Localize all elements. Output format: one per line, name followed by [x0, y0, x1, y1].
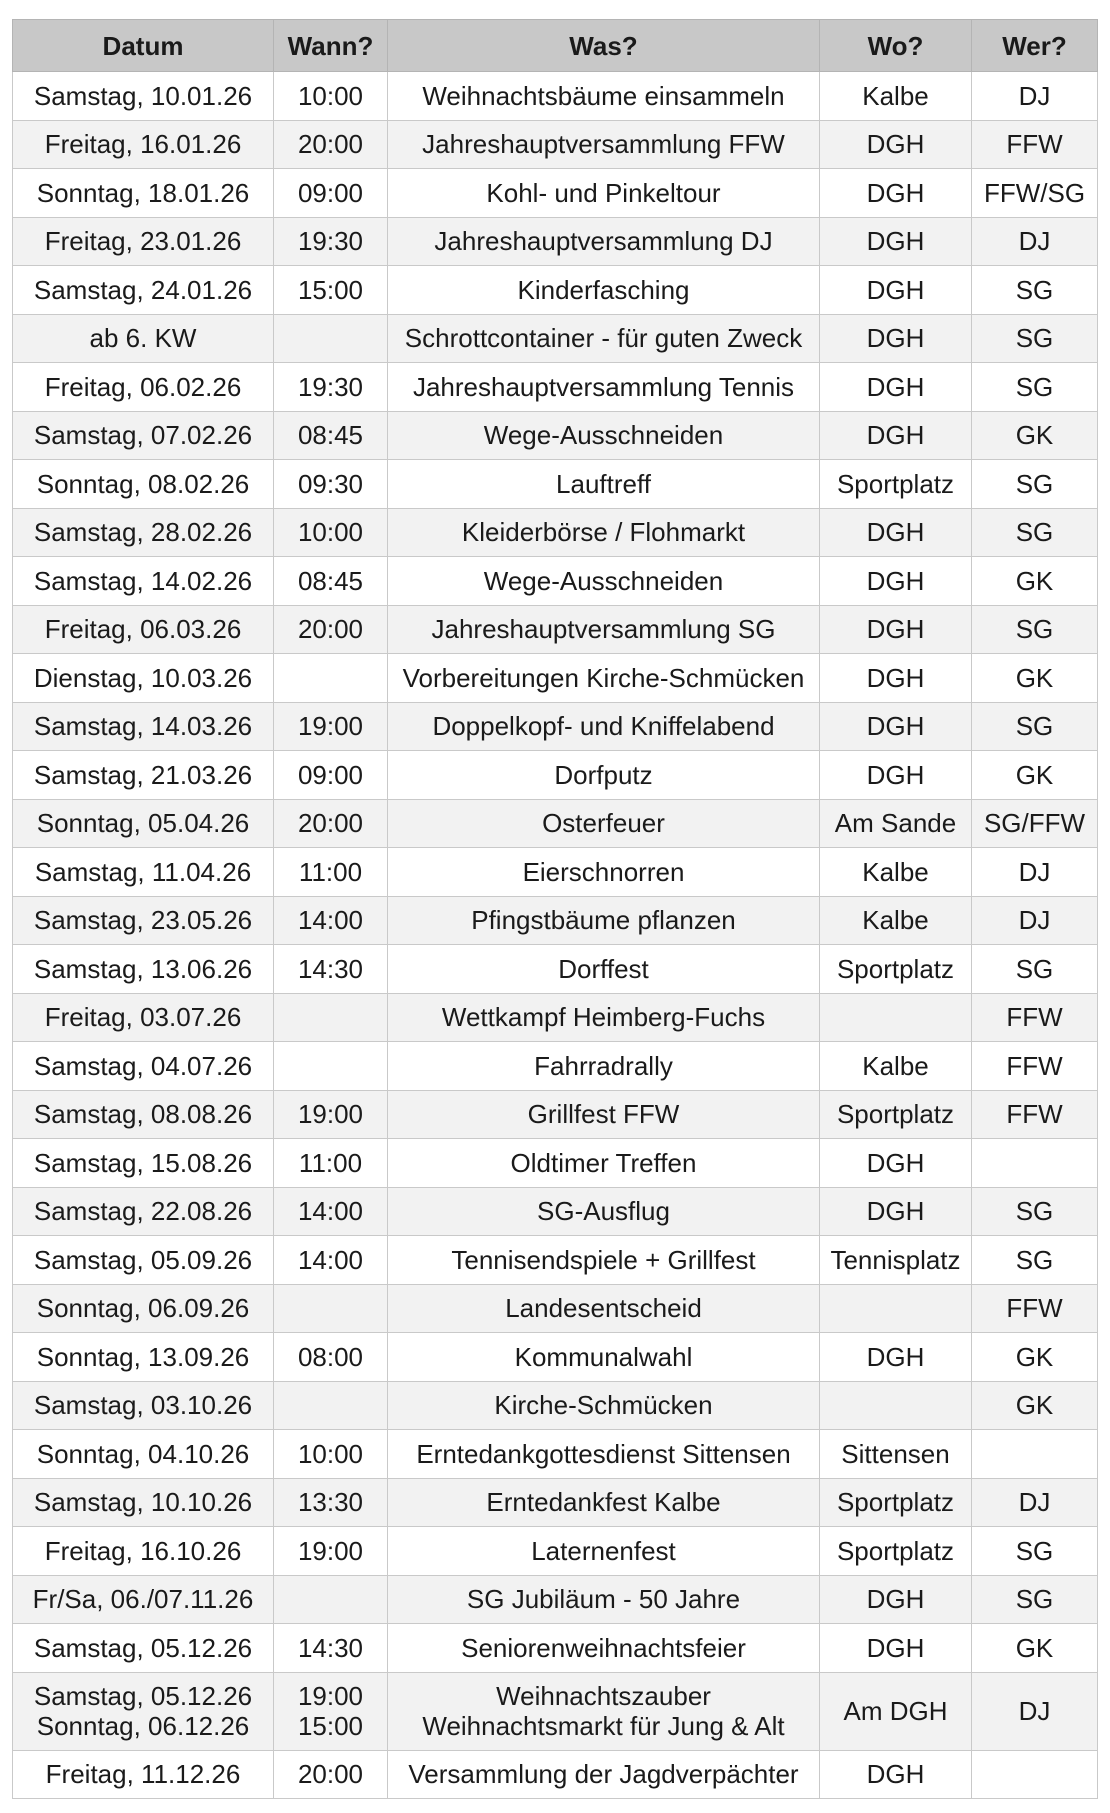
cell-where: DGH: [820, 314, 972, 363]
cell-what: Eierschnorren: [388, 848, 820, 897]
cell-who: [972, 1139, 1098, 1188]
cell-time: 13:30: [274, 1478, 388, 1527]
cell-what: Doppelkopf- und Kniffelabend: [388, 702, 820, 751]
event-schedule-table: [12, 19, 1098, 1799]
cell-who: SG: [972, 460, 1098, 509]
cell-time: 20:00: [274, 1750, 388, 1799]
cell-who: GK: [972, 751, 1098, 800]
table-row: [13, 363, 1098, 412]
table-body: [13, 72, 1098, 1799]
cell-time: 20:00: [274, 605, 388, 654]
cell-where: Am DGH: [820, 1672, 972, 1750]
cell-date: Samstag, 05.12.26: [13, 1624, 274, 1673]
table-row: [13, 751, 1098, 800]
cell-date: Sonntag, 08.02.26: [13, 460, 274, 509]
cell-time: 19:30: [274, 363, 388, 412]
cell-date: Freitag, 16.10.26: [13, 1527, 274, 1576]
cell-what: SG-Ausflug: [388, 1187, 820, 1236]
table-row: [13, 654, 1098, 703]
cell-date: Fr/Sa, 06./07.11.26: [13, 1575, 274, 1624]
cell-what: Vorbereitungen Kirche-Schmücken: [388, 654, 820, 703]
cell-time: 09:30: [274, 460, 388, 509]
cell-where: [820, 1381, 972, 1430]
table-row: [13, 557, 1098, 606]
cell-time: 14:00: [274, 1187, 388, 1236]
cell-date: Sonntag, 13.09.26: [13, 1333, 274, 1382]
cell-where: DGH: [820, 1575, 972, 1624]
cell-who: GK: [972, 557, 1098, 606]
table-header-row: [13, 20, 1098, 72]
cell-date: Freitag, 03.07.26: [13, 993, 274, 1042]
cell-date: Samstag, 14.03.26: [13, 702, 274, 751]
cell-who: FFW: [972, 993, 1098, 1042]
cell-what: Wege-Ausschneiden: [388, 557, 820, 606]
cell-what: Erntedankgottesdienst Sittensen: [388, 1430, 820, 1479]
table-row: [13, 1236, 1098, 1285]
cell-who: FFW: [972, 1284, 1098, 1333]
cell-who: GK: [972, 1624, 1098, 1673]
schedule-container: [12, 19, 1097, 1799]
cell-who: DJ: [972, 1478, 1098, 1527]
cell-where: DGH: [820, 654, 972, 703]
header-what: Was?: [388, 20, 820, 72]
cell-time: 15:00: [274, 266, 388, 315]
table-row: [13, 266, 1098, 315]
cell-what: Kinderfasching: [388, 266, 820, 315]
cell-time: [274, 654, 388, 703]
table-row: [13, 1139, 1098, 1188]
table-row: [13, 1187, 1098, 1236]
cell-who: SG: [972, 266, 1098, 315]
cell-what: Versammlung der Jagdverpächter: [388, 1750, 820, 1799]
cell-what: Oldtimer Treffen: [388, 1139, 820, 1188]
cell-what-line: Weihnachtszauber: [496, 1681, 711, 1711]
cell-who: FFW: [972, 1042, 1098, 1091]
cell-time: 10:00: [274, 72, 388, 121]
cell-what: Fahrradrally: [388, 1042, 820, 1091]
cell-where: DGH: [820, 1624, 972, 1673]
cell-what: Kleiderbörse / Flohmarkt: [388, 508, 820, 557]
cell-what: Pfingstbäume pflanzen: [388, 896, 820, 945]
cell-where: Sportplatz: [820, 1527, 972, 1576]
cell-date: Samstag, 11.04.26: [13, 848, 274, 897]
cell-what: Erntedankfest Kalbe: [388, 1478, 820, 1527]
cell-time: [274, 1284, 388, 1333]
cell-what: Wettkampf Heimberg-Fuchs: [388, 993, 820, 1042]
header-where: Wo?: [820, 20, 972, 72]
cell-what: Schrottcontainer - für guten Zweck: [388, 314, 820, 363]
cell-who: SG: [972, 1236, 1098, 1285]
cell-who: GK: [972, 1333, 1098, 1382]
table-row: [13, 945, 1098, 994]
cell-who: SG: [972, 508, 1098, 557]
header-date: Datum: [13, 20, 274, 72]
cell-time: 19:00: [274, 702, 388, 751]
cell-what-line: Weihnachtsmarkt für Jung & Alt: [422, 1711, 785, 1741]
table-row: [13, 508, 1098, 557]
cell-date: Freitag, 16.01.26: [13, 120, 274, 169]
cell-time: [274, 1672, 388, 1750]
cell-time: [274, 993, 388, 1042]
cell-date: Samstag, 10.01.26: [13, 72, 274, 121]
cell-where: DGH: [820, 266, 972, 315]
cell-who: DJ: [972, 217, 1098, 266]
cell-where: DGH: [820, 1333, 972, 1382]
cell-where: [820, 993, 972, 1042]
cell-date: Sonntag, 06.09.26: [13, 1284, 274, 1333]
cell-date: Sonntag, 18.01.26: [13, 169, 274, 218]
table-row: [13, 605, 1098, 654]
cell-where: DGH: [820, 217, 972, 266]
table-row: [13, 1090, 1098, 1139]
cell-what: Grillfest FFW: [388, 1090, 820, 1139]
cell-who: DJ: [972, 848, 1098, 897]
cell-who: SG: [972, 945, 1098, 994]
table-row: [13, 217, 1098, 266]
table-row: [13, 1381, 1098, 1430]
table-row: [13, 1624, 1098, 1673]
cell-what: Kohl- und Pinkeltour: [388, 169, 820, 218]
table-row: [13, 411, 1098, 460]
cell-where: Sportplatz: [820, 460, 972, 509]
cell-date-line: Samstag, 05.12.26: [33, 1681, 253, 1711]
cell-date: Samstag, 10.10.26: [13, 1478, 274, 1527]
cell-date: Freitag, 11.12.26: [13, 1750, 274, 1799]
cell-where: DGH: [820, 557, 972, 606]
cell-date: Samstag, 24.01.26: [13, 266, 274, 315]
table-row: [13, 1672, 1098, 1750]
table-row: [13, 1527, 1098, 1576]
cell-date: Samstag, 03.10.26: [13, 1381, 274, 1430]
cell-who: DJ: [972, 1672, 1098, 1750]
cell-time: 14:00: [274, 1236, 388, 1285]
cell-time: 10:00: [274, 1430, 388, 1479]
cell-where: Kalbe: [820, 896, 972, 945]
cell-who: GK: [972, 1381, 1098, 1430]
cell-time: 10:00: [274, 508, 388, 557]
cell-who: SG: [972, 702, 1098, 751]
cell-where: DGH: [820, 169, 972, 218]
cell-what: Weihnachtsbäume einsammeln: [388, 72, 820, 121]
table-row: [13, 993, 1098, 1042]
cell-time: [274, 1575, 388, 1624]
cell-who: SG: [972, 1187, 1098, 1236]
cell-what: Jahreshauptversammlung Tennis: [388, 363, 820, 412]
cell-time: 19:00: [274, 1527, 388, 1576]
cell-time: 08:45: [274, 557, 388, 606]
cell-date: Freitag, 06.02.26: [13, 363, 274, 412]
cell-where: DGH: [820, 363, 972, 412]
cell-what: Laternenfest: [388, 1527, 820, 1576]
cell-date-line: Sonntag, 06.12.26: [36, 1711, 250, 1741]
cell-who: FFW: [972, 1090, 1098, 1139]
cell-time: 14:30: [274, 945, 388, 994]
cell-date: Samstag, 04.07.26: [13, 1042, 274, 1091]
table-row: [13, 1575, 1098, 1624]
cell-time: 08:00: [274, 1333, 388, 1382]
cell-where: Am Sande: [820, 799, 972, 848]
cell-time: [274, 1381, 388, 1430]
cell-who: SG: [972, 605, 1098, 654]
cell-what: Tennisendspiele + Grillfest: [388, 1236, 820, 1285]
cell-who: SG: [972, 1575, 1098, 1624]
table-row: [13, 120, 1098, 169]
table-row: [13, 1750, 1098, 1799]
cell-what: Kirche-Schmücken: [388, 1381, 820, 1430]
cell-where: DGH: [820, 702, 972, 751]
cell-time: 19:30: [274, 217, 388, 266]
cell-who: [972, 1750, 1098, 1799]
table-row: [13, 460, 1098, 509]
table-row: [13, 169, 1098, 218]
cell-where: DGH: [820, 751, 972, 800]
cell-date: [13, 1672, 274, 1750]
cell-who: GK: [972, 654, 1098, 703]
cell-who: GK: [972, 411, 1098, 460]
cell-time: 19:00: [274, 1090, 388, 1139]
table-row: [13, 1430, 1098, 1479]
cell-date: Sonntag, 04.10.26: [13, 1430, 274, 1479]
cell-where: Kalbe: [820, 848, 972, 897]
cell-who: SG: [972, 314, 1098, 363]
cell-what: Landesentscheid: [388, 1284, 820, 1333]
cell-time: 08:45: [274, 411, 388, 460]
cell-date: Samstag, 15.08.26: [13, 1139, 274, 1188]
table-row: [13, 1333, 1098, 1382]
cell-date: Samstag, 08.08.26: [13, 1090, 274, 1139]
cell-date: Samstag, 13.06.26: [13, 945, 274, 994]
cell-who: SG/FFW: [972, 799, 1098, 848]
cell-what: Dorffest: [388, 945, 820, 994]
table-row: [13, 1284, 1098, 1333]
cell-date: Samstag, 23.05.26: [13, 896, 274, 945]
cell-what: Jahreshauptversammlung SG: [388, 605, 820, 654]
cell-date: Samstag, 14.02.26: [13, 557, 274, 606]
cell-date: Samstag, 22.08.26: [13, 1187, 274, 1236]
cell-time: 20:00: [274, 120, 388, 169]
cell-time: [274, 314, 388, 363]
cell-where: DGH: [820, 1187, 972, 1236]
table-row: [13, 799, 1098, 848]
cell-where: Sportplatz: [820, 945, 972, 994]
cell-time: 14:00: [274, 896, 388, 945]
cell-time: 09:00: [274, 751, 388, 800]
header-time: Wann?: [274, 20, 388, 72]
cell-date: Sonntag, 05.04.26: [13, 799, 274, 848]
cell-time: 14:30: [274, 1624, 388, 1673]
table-row: [13, 896, 1098, 945]
cell-what: Lauftreff: [388, 460, 820, 509]
cell-date: Samstag, 05.09.26: [13, 1236, 274, 1285]
cell-time: 20:00: [274, 799, 388, 848]
cell-date: Dienstag, 10.03.26: [13, 654, 274, 703]
cell-who: SG: [972, 363, 1098, 412]
cell-time: 09:00: [274, 169, 388, 218]
cell-what: Jahreshauptversammlung FFW: [388, 120, 820, 169]
cell-where: DGH: [820, 605, 972, 654]
table-row: [13, 72, 1098, 121]
table-row: [13, 1042, 1098, 1091]
cell-where: DGH: [820, 1750, 972, 1799]
cell-time: 11:00: [274, 1139, 388, 1188]
cell-date: Samstag, 07.02.26: [13, 411, 274, 460]
cell-where: Sittensen: [820, 1430, 972, 1479]
cell-where: DGH: [820, 120, 972, 169]
cell-time: 11:00: [274, 848, 388, 897]
cell-who: SG: [972, 1527, 1098, 1576]
cell-what: Kommunalwahl: [388, 1333, 820, 1382]
cell-where: Sportplatz: [820, 1478, 972, 1527]
cell-what: Osterfeuer: [388, 799, 820, 848]
cell-what: Jahreshauptversammlung DJ: [388, 217, 820, 266]
cell-where: Sportplatz: [820, 1090, 972, 1139]
cell-time: [274, 1042, 388, 1091]
cell-where: [820, 1284, 972, 1333]
cell-date: Samstag, 28.02.26: [13, 508, 274, 557]
table-row: [13, 702, 1098, 751]
table-row: [13, 848, 1098, 897]
cell-who: DJ: [972, 72, 1098, 121]
cell-where: DGH: [820, 508, 972, 557]
cell-what: [388, 1672, 820, 1750]
cell-what: Dorfputz: [388, 751, 820, 800]
cell-what: Seniorenweihnachtsfeier: [388, 1624, 820, 1673]
cell-time-line: 15:00: [297, 1711, 364, 1741]
cell-what: SG Jubiläum - 50 Jahre: [388, 1575, 820, 1624]
cell-what: Wege-Ausschneiden: [388, 411, 820, 460]
cell-date: Freitag, 23.01.26: [13, 217, 274, 266]
cell-who: [972, 1430, 1098, 1479]
cell-where: Tennisplatz: [820, 1236, 972, 1285]
cell-where: DGH: [820, 411, 972, 460]
cell-where: DGH: [820, 1139, 972, 1188]
cell-time-line: 19:00: [297, 1681, 364, 1711]
cell-where: Kalbe: [820, 72, 972, 121]
cell-where: Kalbe: [820, 1042, 972, 1091]
header-who: Wer?: [972, 20, 1098, 72]
cell-who: FFW/SG: [972, 169, 1098, 218]
cell-date: Samstag, 21.03.26: [13, 751, 274, 800]
table-row: [13, 1478, 1098, 1527]
cell-who: FFW: [972, 120, 1098, 169]
table-row: [13, 314, 1098, 363]
cell-who: DJ: [972, 896, 1098, 945]
cell-date: Freitag, 06.03.26: [13, 605, 274, 654]
cell-date: ab 6. KW: [13, 314, 274, 363]
